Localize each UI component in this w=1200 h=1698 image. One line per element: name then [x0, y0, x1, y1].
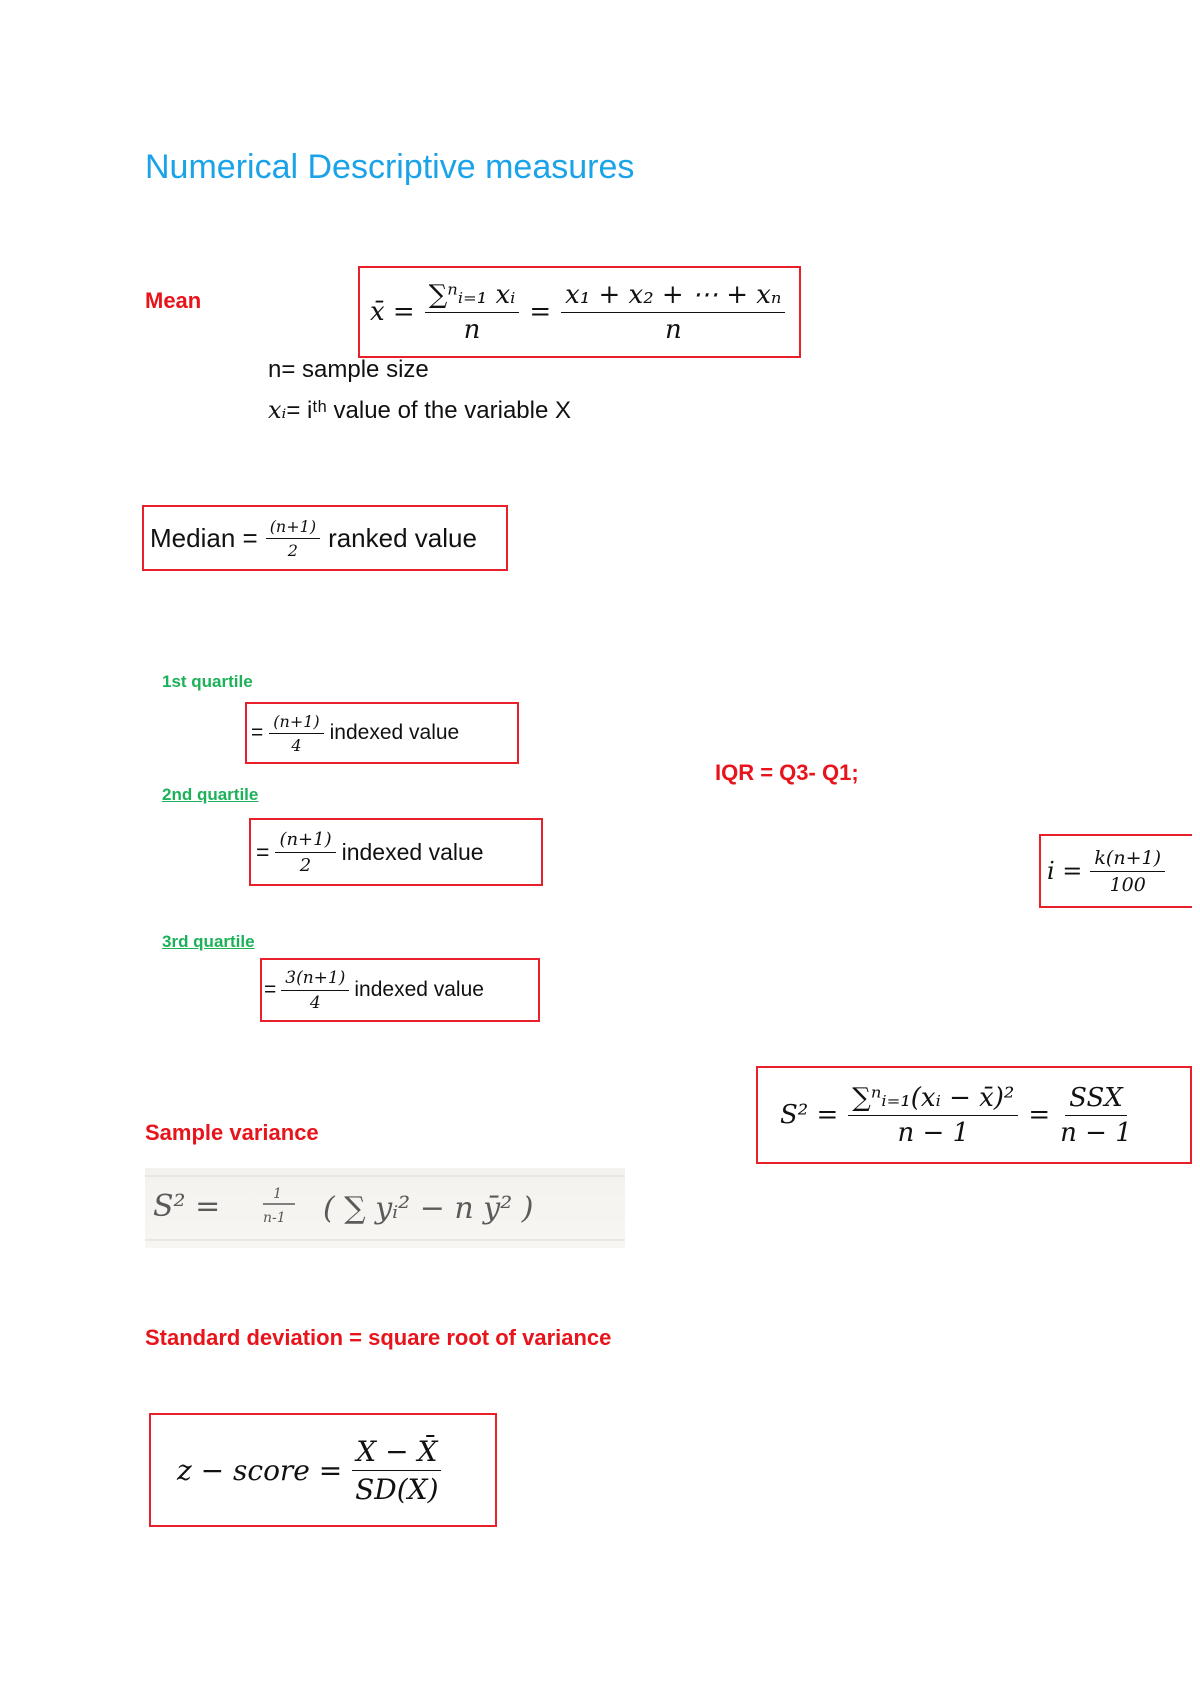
quartile-1-suffix: indexed value	[329, 721, 460, 744]
std-dev-heading: Standard deviation = square root of variance	[145, 1325, 612, 1350]
zscore-formula-box	[149, 1413, 497, 1527]
mean-sum-numerator: ∑ⁿᵢ₌₁ xᵢ	[425, 280, 520, 313]
percentile-denominator: 100	[1109, 873, 1146, 896]
median-formula-box	[142, 505, 508, 571]
variance-numerator-1: ∑ⁿᵢ₌₁(xᵢ − x̄)²	[848, 1083, 1018, 1116]
quartile-3-denominator: 4	[309, 992, 321, 1013]
quartile-1-heading: 1st quartile	[162, 672, 253, 691]
quartile-2-eq: =	[256, 838, 270, 865]
variance-denominator-2: n − 1	[1060, 1117, 1132, 1148]
mean-lhs: x̄ =	[370, 297, 415, 327]
mean-note-n: n= sample size	[268, 356, 429, 383]
mean-note-xi	[268, 396, 571, 425]
quartile-1-box	[245, 702, 519, 764]
zscore-numerator: X − X̄	[352, 1435, 441, 1471]
zscore-denominator: SD(X)	[355, 1472, 439, 1506]
mean-formula-box	[358, 266, 801, 358]
hand-lhs: S² =	[153, 1189, 221, 1224]
variance-denominator-1: n − 1	[897, 1117, 970, 1148]
quartile-3-eq: =	[264, 978, 277, 1001]
quartile-3-numerator: 3(n+1)	[281, 968, 349, 991]
percentile-lhs: i =	[1047, 857, 1083, 885]
median-suffix: ranked value	[328, 522, 477, 553]
zscore-lhs: z − score =	[177, 1453, 343, 1487]
iqr-text: IQR = Q3- Q1;	[715, 760, 859, 785]
mean-note-xi-var: xᵢ	[268, 396, 287, 424]
quartile-1-denominator: 4	[291, 735, 302, 755]
quartile-2-suffix: indexed value	[341, 838, 484, 865]
mean-expand-numerator: x₁ + x₂ + ⋯ + xₙ	[561, 280, 785, 313]
hand-numerator: 1	[273, 1186, 282, 1202]
mean-heading: Mean	[145, 288, 202, 313]
variance-formula-box	[756, 1066, 1192, 1164]
handwritten-variance-svg	[145, 1168, 625, 1248]
sample-variance-heading: Sample variance	[145, 1120, 319, 1145]
hand-denominator: n-1	[263, 1210, 286, 1226]
quartile-3-heading: 3rd quartile	[162, 932, 255, 951]
mean-expand-denominator: n	[664, 314, 682, 345]
percentile-numerator: k(n+1)	[1090, 847, 1165, 872]
variance-numerator-2: SSX	[1065, 1083, 1127, 1116]
quartile-2-heading: 2nd quartile	[162, 785, 259, 804]
median-prefix: Median =	[150, 522, 258, 553]
median-numerator: (n+1)	[266, 517, 320, 539]
percentile-index-box	[1039, 834, 1192, 908]
quartile-2-box	[249, 818, 543, 886]
variance-equals: =	[1028, 1100, 1051, 1130]
mean-sum-denominator: n	[463, 314, 481, 345]
quartile-1-eq: =	[251, 721, 264, 744]
median-denominator: 2	[287, 540, 298, 560]
mean-note-xi-text: = iᵗʰ value of the variable X	[286, 397, 572, 424]
quartile-2-denominator: 2	[299, 854, 312, 876]
hand-body: ( ∑ yᵢ² − n ȳ² )	[323, 1191, 534, 1226]
handwritten-variance-image	[145, 1168, 625, 1248]
page-title: Numerical Descriptive measures	[145, 148, 635, 186]
quartile-3-suffix: indexed value	[354, 978, 484, 1001]
quartile-3-box	[260, 958, 540, 1022]
quartile-2-numerator: (n+1)	[275, 829, 335, 853]
quartile-1-numerator: (n+1)	[269, 712, 323, 734]
mean-equals: =	[529, 297, 552, 327]
variance-lhs: S² =	[780, 1100, 839, 1130]
